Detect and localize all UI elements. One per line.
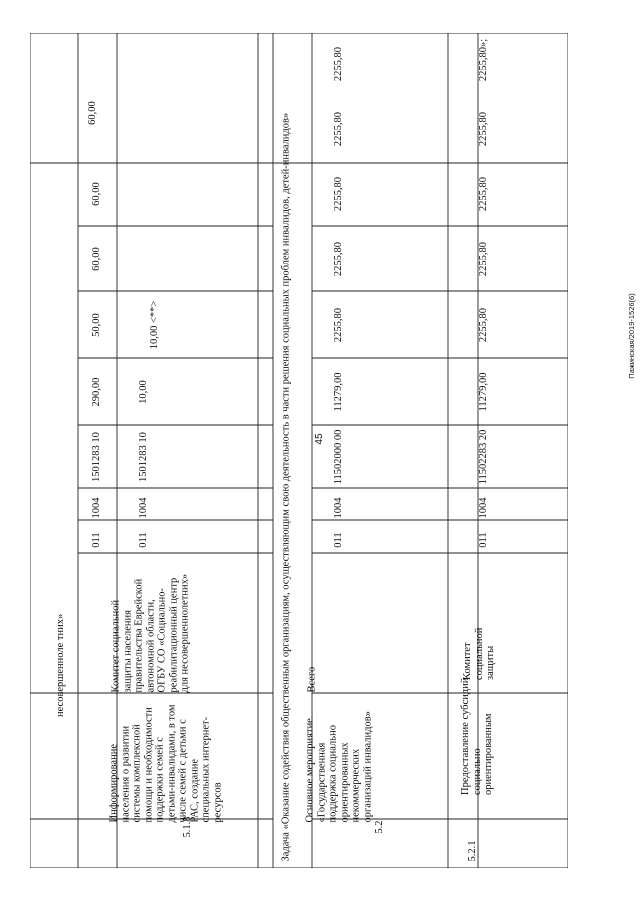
cell-5-1-8-total-1: 290,00 xyxy=(91,377,103,407)
cell-cont-y2023: 60,00 xyxy=(87,101,99,125)
cell-5-2-1-csr: 11502283 20 xyxy=(478,429,490,485)
cell-5-2-grbs: 011 xyxy=(333,532,345,548)
cell-5-2-1-y2022: 2255,80 xyxy=(478,111,490,147)
cell-5-1-8-grbs-1: 011 xyxy=(91,532,103,548)
cell-5-2-csr: 11502000 00 xyxy=(333,429,345,485)
cell-5-1-8-csr-2: 1501283 10 xyxy=(138,432,150,482)
cell-5-2-name: Основное мероприятие «Государственная поддержка социально ориентированных некоммерческих организаций инвалидов» xyxy=(304,711,373,823)
cell-5-2-rz: 1004 xyxy=(333,497,345,519)
cell-5-1-8-number: 5.1.8 xyxy=(182,816,194,838)
cell-5-1-8-name: Информирование населения о развитии системы комплексной помощи и необходимости поддержки семей с детьми-инвалидами, в том числе семей с детьми с РАС, создание специальных интернет-ресурсов xyxy=(108,704,223,823)
document-code: Пажинская/2019-1526(6) xyxy=(627,293,636,379)
cell-5-1-8-rz-1: 1004 xyxy=(91,497,103,519)
cell-5-2-y2022: 2255,80 xyxy=(333,111,345,147)
cell-executor-cont: несовершенноле тних» xyxy=(55,613,66,717)
cell-5-2-executor: Всего xyxy=(306,666,318,693)
cell-5-1-8-total-2: 10,00 xyxy=(138,380,150,404)
cell-5-1-8-y2019-2: 10,00 <**> xyxy=(148,300,160,350)
cell-5-1-8-y2020-1: 60,00 xyxy=(91,247,103,271)
cell-5-1-8-y2019-1: 50,00 xyxy=(91,313,103,337)
task-heading: Задача «Оказание содействия общественным организациям, осуществляющим свою деятельность в части решения социальных проблем инвалидов, детей-инвалидов» xyxy=(280,112,292,862)
cell-5-2-1-grbs: 011 xyxy=(478,532,490,548)
cell-5-1-8-executor: Комитет социальной защиты населения правительства Еврейской автономной области, ОГБУ СО «Социально-реабилитационный центр для несовершеннолетних» xyxy=(110,573,191,693)
cell-5-2-y2019: 2255,80 xyxy=(333,307,345,343)
page-number: 45 xyxy=(314,433,325,445)
cell-5-2-1-y2019: 2255,80 xyxy=(478,307,490,343)
cell-5-2-total: 11279,00 xyxy=(333,372,345,412)
cell-5-2-number: 5.2 xyxy=(374,820,386,834)
cell-5-2-1-number: 5.2.1 xyxy=(467,840,479,862)
cell-5-2-1-y2020: 2255,80 xyxy=(478,241,490,277)
cell-5-2-1-y2021: 2255,80 xyxy=(478,176,490,212)
cell-5-2-1-executor: Комитет социальной защиты xyxy=(462,627,496,680)
cell-5-1-8-y2021-1: 60,00 xyxy=(91,182,103,206)
cell-5-2-1-rz: 1004 xyxy=(478,497,490,519)
cell-5-2-y2020: 2255,80 xyxy=(333,241,345,277)
cell-5-2-y2021: 2255,80 xyxy=(333,176,345,212)
cell-5-2-1-total: 11279,00 xyxy=(478,372,490,412)
rotated-table xyxy=(30,33,568,868)
cell-5-2-1-y2023: 2255,80»; xyxy=(478,38,490,82)
cell-5-2-y2023: 2255,80 xyxy=(333,46,345,82)
cell-5-1-8-rz-2: 1004 xyxy=(138,497,150,519)
cell-5-2-1-name: Предоставление субсидий социально ориентированным xyxy=(460,677,494,795)
cell-5-1-8-csr-1: 1501283 10 xyxy=(91,432,103,482)
cell-5-1-8-grbs-2: 011 xyxy=(138,532,150,548)
